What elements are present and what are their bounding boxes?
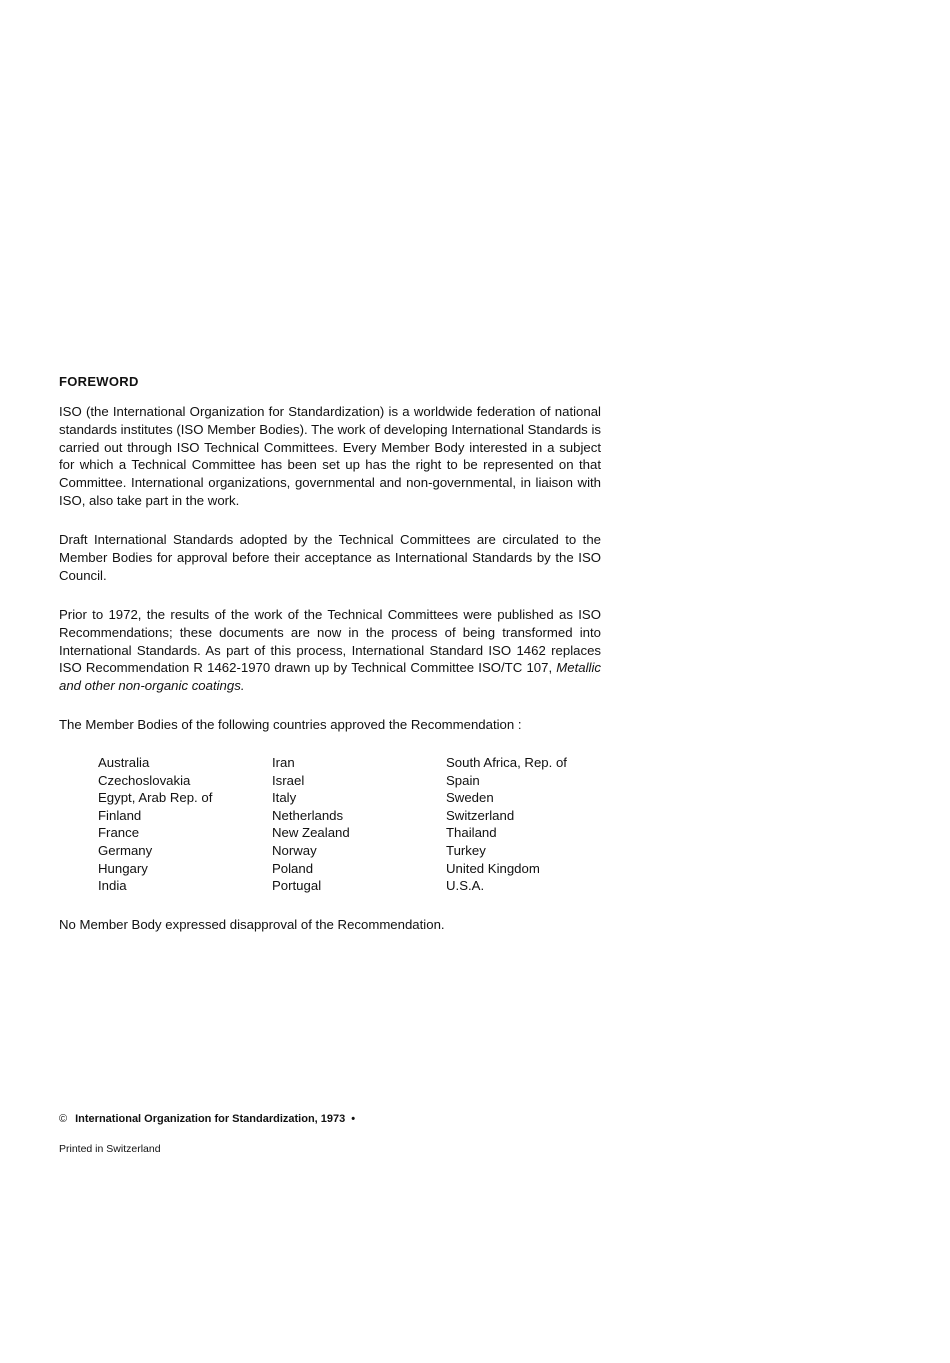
country-item: U.S.A. — [446, 878, 485, 894]
country-item: Sweden — [446, 790, 494, 806]
coatings-title: Metallic and other non-organic coatings. — [59, 660, 601, 694]
country-item: Turkey — [446, 842, 486, 858]
country-item: Finland — [98, 807, 142, 823]
country-item: Hungary — [98, 860, 148, 876]
copyright-text: International Organization for Standardization, 1973 — [75, 1113, 346, 1125]
country-item: Iran — [272, 755, 295, 770]
foreword-paragraph-1: ISO (the International Organization for Standardization) is a worldwide federation of national standards institutes (ISO Member Bodies). The work of developing International Standards is carried out through ISO Technical Committees. Every Member Body interested in a subject for which a Technical Committee has been set up has the right to be represented on that Committee. International organizations, governmental and non-governmental, in liaison with ISO, also take part in the work. — [59, 404, 601, 508]
country-column-1 — [98, 754, 212, 895]
country-item: Australia — [98, 755, 150, 770]
approval-intro: The Member Bodies of the following countries approved the Recommendation : — [59, 717, 522, 732]
foreword-heading: FOREWORD — [59, 374, 139, 389]
paragraph-3-text: Prior to 1972, the results of the work of the Technical Committees were published as ISO Recommendations; these documents are now in the process of being transformed into International Standards. As part of this process, International Standard ISO 1462 replaces ISO Recommendation R 1462-1970 drawn up by Technical Committee ISO/TC 107, — [59, 607, 601, 676]
country-item: New Zealand — [272, 825, 350, 841]
country-item: Portugal — [272, 878, 322, 894]
foreword-paragraph-3 — [59, 606, 601, 695]
country-list — [98, 754, 618, 904]
country-item: Norway — [272, 842, 317, 858]
country-item: United Kingdom — [446, 860, 540, 876]
country-item: Czechoslovakia — [98, 772, 191, 788]
country-item: Germany — [98, 842, 153, 858]
country-item: France — [98, 825, 140, 841]
country-item: India — [98, 878, 127, 894]
bullet-icon: • — [351, 1113, 356, 1125]
copyright-symbol: © — [59, 1113, 68, 1125]
country-column-2 — [272, 754, 350, 895]
country-column-3 — [446, 754, 567, 895]
printed-in-note: Printed in Switzerland — [59, 1143, 161, 1155]
country-item: Switzerland — [446, 807, 515, 823]
copyright-notice — [59, 1113, 355, 1125]
disapproval-statement: No Member Body expressed disapproval of the Recommendation. — [59, 917, 445, 932]
country-item: Spain — [446, 772, 480, 788]
country-item: South Africa, Rep. of — [446, 755, 567, 770]
country-item: Egypt, Arab Rep. of — [98, 790, 213, 806]
country-item: Poland — [272, 860, 314, 876]
country-item: Italy — [272, 790, 297, 806]
country-item: Thailand — [446, 825, 497, 841]
country-item: Israel — [272, 772, 305, 788]
foreword-paragraph-2: Draft International Standards adopted by the Technical Committees are circulated to the Member Bodies for approval before their acceptance as International Standards by the ISO Council. — [59, 532, 601, 583]
country-item: Netherlands — [272, 807, 344, 823]
